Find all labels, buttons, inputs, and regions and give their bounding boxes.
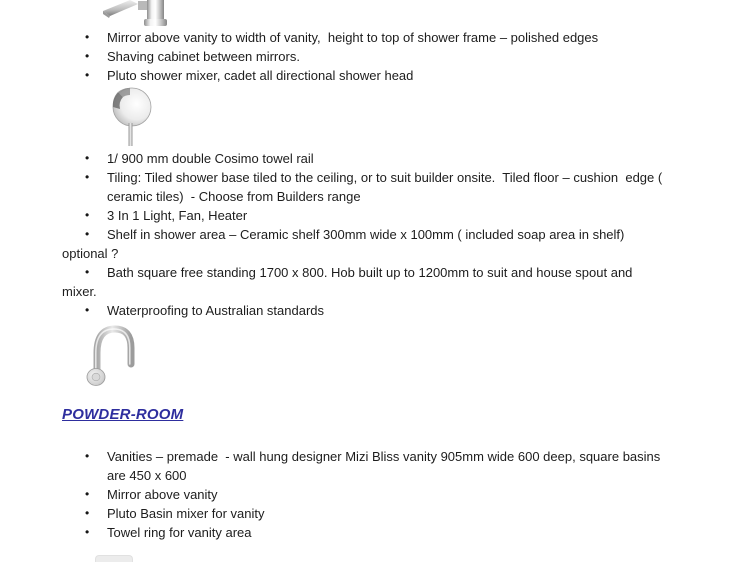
cropped-photo-edge — [95, 555, 133, 562]
list-item-text: Towel ring for vanity area — [107, 525, 252, 540]
list-item-text: Pluto Basin mixer for vanity — [107, 506, 265, 521]
list-item — [62, 225, 722, 263]
shower-mixer-photo — [106, 86, 154, 153]
bullet-icon: • — [85, 525, 90, 539]
bullet-icon: • — [85, 303, 90, 317]
bullet-icon: • — [85, 49, 90, 63]
list-item-text: Mirror above vanity to width of vanity, height to top of shower frame – polished edges — [107, 30, 599, 45]
list-item-text: 3 In 1 Light, Fan, Heater — [107, 208, 248, 223]
bullet-icon: • — [85, 487, 90, 501]
list-item — [62, 66, 722, 85]
list-item-text: Shaving cabinet between mirrors. — [107, 49, 300, 64]
list-item-text: Tiling: Tiled shower base tiled to the ceiling, or to suit builder onsite. Tiled floor – cushion edge ( — [107, 170, 663, 185]
bullet-icon: • — [85, 265, 90, 279]
bullet-list-shower — [62, 149, 722, 320]
list-item-continuation: are 450 x 600 — [107, 468, 187, 483]
basin-mixer-photo — [103, 0, 171, 31]
list-item-continuation: mixer. — [62, 284, 97, 299]
list-item — [62, 523, 722, 542]
bullet-icon: • — [85, 68, 90, 82]
list-item-text: 1/ 900 mm double Cosimo towel rail — [107, 151, 314, 166]
list-item-text: Bath square free standing 1700 x 800. Hob built up to 1200mm to suit and house spout and — [107, 265, 633, 280]
list-item-continuation: optional ? — [62, 246, 119, 261]
basin-mixer-icon — [103, 0, 171, 26]
list-item-text: Waterproofing to Australian standards — [107, 303, 325, 318]
bullet-icon: • — [85, 30, 90, 44]
list-item-text: Vanities – premade - wall hung designer Mizi Bliss vanity 905mm wide 600 deep, square basins — [107, 449, 661, 464]
gooseneck-spout-photo — [84, 321, 144, 404]
list-item-continuation: ceramic tiles) - Choose from Builders range — [107, 189, 361, 204]
powder-room-heading: POWDER-ROOM — [62, 406, 184, 423]
bullet-icon: • — [85, 506, 90, 520]
gooseneck-spout-icon — [84, 321, 144, 399]
bullet-icon: • — [85, 151, 90, 165]
bullet-icon: • — [85, 170, 90, 184]
list-item — [62, 485, 722, 504]
list-item — [62, 168, 722, 206]
list-item — [62, 263, 722, 301]
list-item-text: Shelf in shower area – Ceramic shelf 300mm wide x 100mm ( included soap area in shelf) — [107, 227, 625, 242]
list-item — [62, 149, 722, 168]
bullet-list-powder-room — [62, 447, 722, 542]
bullet-icon: • — [85, 227, 90, 241]
list-item-text: Pluto shower mixer, cadet all directional shower head — [107, 68, 414, 83]
shower-mixer-icon — [106, 86, 154, 148]
list-item — [62, 447, 722, 485]
bullet-icon: • — [85, 449, 90, 463]
list-item — [62, 28, 722, 47]
list-item — [62, 206, 722, 225]
list-item — [62, 301, 722, 320]
bullet-icon: • — [85, 208, 90, 222]
list-item — [62, 47, 722, 66]
list-item-text: Mirror above vanity — [107, 487, 218, 502]
list-item — [62, 504, 722, 523]
bullet-list-vanity — [62, 28, 722, 85]
